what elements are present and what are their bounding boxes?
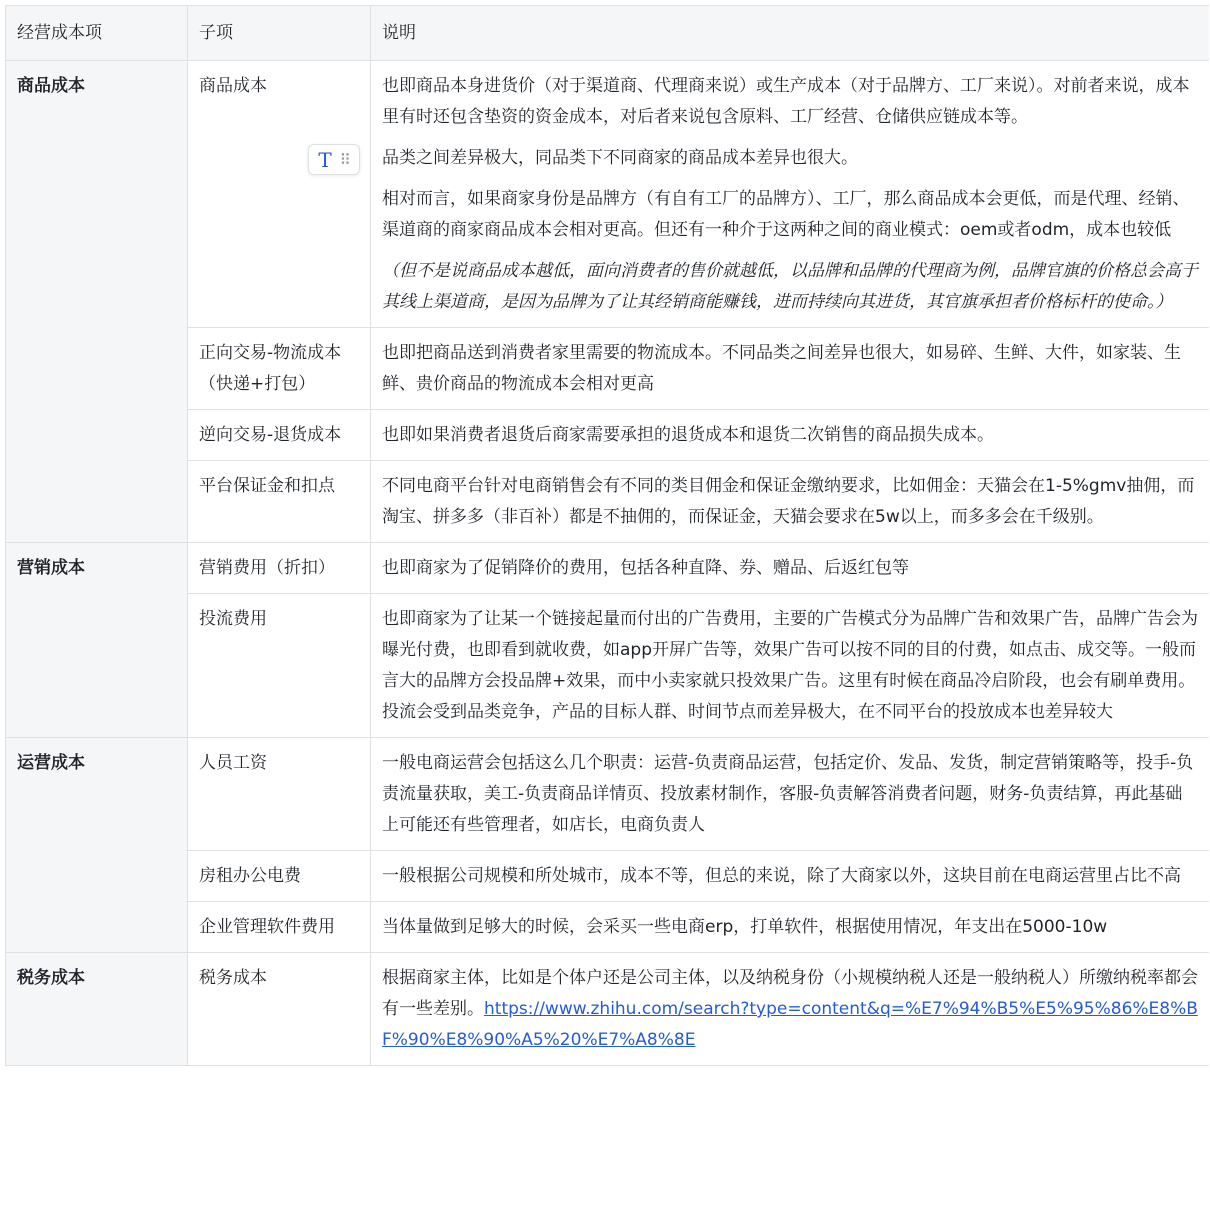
sub-item-cell[interactable]: 企业管理软件费用: [188, 902, 371, 953]
description-cell[interactable]: 一般电商运营会包括这么几个职责：运营-负责商品运营，包括定价、发品、发货，制定营销策略等，投手-负责流量获取，美工-负责商品详情页、投放素材制作，客服-负责解答消费者问题，财务-负责结算，再此基础上可能还有些管理者，如店长，电商负责人: [371, 738, 1210, 851]
description-paragraph: 相对而言，如果商家身份是品牌方（有自有工厂的品牌方）、工厂，那么商品成本会更低，而是代理、经销、渠道商的商家商品成本会相对更高。但还有一种介于这两种之间的商业模式：oem或者odm，成本也较低: [382, 189, 1190, 240]
group-cell-operation-cost[interactable]: 运营成本: [6, 738, 188, 953]
sub-item-cell[interactable]: 营销费用（折扣）: [188, 543, 371, 594]
sub-item-cell[interactable]: 税务成本: [188, 953, 371, 1066]
header-description[interactable]: 说明: [371, 6, 1210, 61]
sub-item-cell[interactable]: 房租办公电费: [188, 851, 371, 902]
description-text: 根据商家主体，比如是个体户还是公司主体，以及纳税身份（小规模纳税人还是一般纳税人）所缴纳税率都会有一些差别。: [382, 968, 1198, 1019]
group-cell-tax-cost[interactable]: 税务成本: [6, 953, 188, 1066]
description-cell[interactable]: 一般根据公司规模和所处城市，成本不等，但总的来说，除了大商家以外，这块目前在电商运营里占比不高: [371, 851, 1210, 902]
group-cell-goods-cost[interactable]: 商品成本: [6, 61, 188, 543]
description-note: （但不是说商品成本越低，面向消费者的售价就越低，以品牌和品牌的代理商为例，品牌官旗的价格总会高于其线上渠道商，是因为品牌为了让其经销商能赚钱，进而持续向其进货，其官旗承担者价格标杆的使命。）: [382, 261, 1198, 312]
description-cell[interactable]: 也即商家为了让某一个链接起量而付出的广告费用，主要的广告模式分为品牌广告和效果广告，品牌广告会为曝光付费，也即看到就收费，如app开屏广告等，效果广告可以按不同的目的付费，如点击、成交等。一般而言大的品牌方会投品牌+效果，而中小卖家就只投效果广告。这里有时候在商品冷启阶段，也会有刷单费用。投流会受到品类竞争，产品的目标人群、时间节点而差异极大，在不同平台的投放成本也差异较大: [371, 594, 1210, 738]
table-row: [6, 543, 1210, 594]
sub-item-cell[interactable]: 投流费用: [188, 594, 371, 738]
table-row: [6, 61, 1210, 328]
zhihu-search-link[interactable]: https://www.zhihu.com/search?type=content&q=%E7%94%B5%E5%95%86%E8%BF%90%E8%90%A5%20%E7%A8%8E: [382, 999, 1198, 1050]
sub-cell[interactable]: [188, 61, 371, 328]
description-cell[interactable]: 当体量做到足够大的时候，会采买一些电商erp，打单软件，根据使用情况，年支出在5000-10w: [371, 902, 1210, 953]
table-row: [6, 738, 1210, 851]
description-paragraph: 品类之间差异极大，同品类下不同商家的商品成本差异也很大。: [382, 148, 858, 168]
table-container: [5, 5, 1209, 1228]
drag-handle-icon[interactable]: ⠿: [339, 150, 350, 169]
sub-item-label: 商品成本: [199, 76, 267, 96]
description-cell[interactable]: 也即把商品送到消费者家里需要的物流成本。不同品类之间差异也很大，如易碎、生鲜、大件，如家装、生鲜、贵价商品的物流成本会相对更高: [371, 328, 1210, 410]
sub-item-cell[interactable]: 正向交易-物流成本（快递+打包）: [188, 328, 371, 410]
group-cell-marketing-cost[interactable]: 营销成本: [6, 543, 188, 738]
description-paragraph: 也即商品本身进货价（对于渠道商、代理商来说）或生产成本（对于品牌方、工厂来说）。对前者来说，成本里有时还包含垫资的资金成本，对后者来说包含原料、工厂经营、仓储供应链成本等。: [382, 76, 1190, 127]
text-type-icon: T: [318, 147, 332, 172]
table-header-row: [6, 6, 1210, 61]
description-cell[interactable]: 也即商家为了促销降价的费用，包括各种直降、券、赠品、后返红包等: [371, 543, 1210, 594]
description-cell[interactable]: [371, 61, 1210, 328]
sub-item-cell[interactable]: 逆向交易-退货成本: [188, 410, 371, 461]
sub-item-cell[interactable]: 平台保证金和扣点: [188, 461, 371, 543]
header-cost-item[interactable]: 经营成本项: [6, 6, 188, 61]
text-format-button[interactable]: [308, 144, 360, 175]
header-sub-item[interactable]: 子项: [188, 6, 371, 61]
cost-table: [5, 5, 1209, 1066]
description-cell[interactable]: 也即如果消费者退货后商家需要承担的退货成本和退货二次销售的商品损失成本。: [371, 410, 1210, 461]
table-row: [6, 953, 1210, 1066]
description-cell[interactable]: 不同电商平台针对电商销售会有不同的类目佣金和保证金缴纳要求，比如佣金：天猫会在1-5%gmv抽佣，而淘宝、拼多多（非百补）都是不抽佣的，而保证金，天猫会要求在5w以上，而多多会在千级别。: [371, 461, 1210, 543]
description-cell[interactable]: [371, 953, 1210, 1066]
sub-item-cell[interactable]: 人员工资: [188, 738, 371, 851]
